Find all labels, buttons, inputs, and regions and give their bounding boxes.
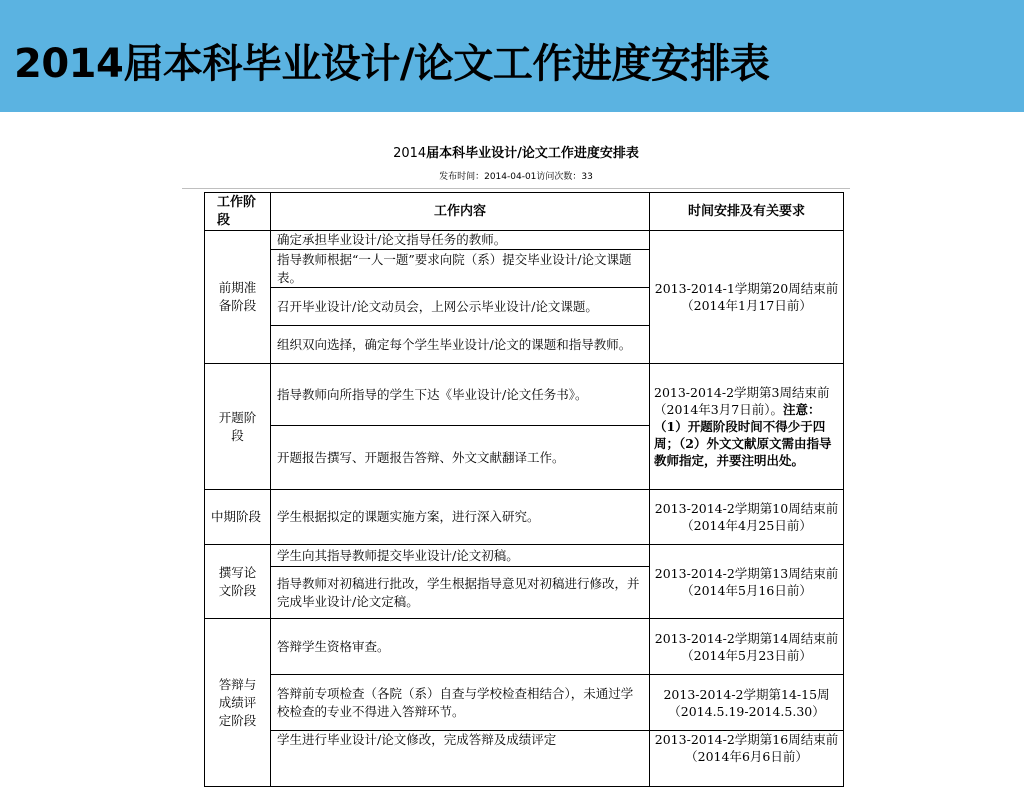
- doc-meta: 发布时间：2014-04-01访问次数：33: [439, 172, 593, 182]
- stage-cell: 撰写论文阶段: [205, 545, 271, 619]
- time-cell: 2013-2014-2学期第14-15周（2014.5.19-2014.5.30）: [650, 675, 844, 731]
- slide-title: 2014届本科毕业设计/论文工作进度安排表: [14, 41, 770, 87]
- title-banner: [0, 0, 1024, 112]
- content-cell: 指导教师根据“一人一题”要求向院（系）提交毕业设计/论文课题表。: [271, 250, 650, 288]
- time-cell: 2013-2014-2学期第16周结束前（2014年6月6日前）: [650, 731, 844, 787]
- table-row: [205, 545, 844, 567]
- content-cell: 召开毕业设计/论文动员会，上网公示毕业设计/论文课题。: [271, 288, 650, 326]
- doc-title-text: 届本科毕业设计/论文工作进度安排表: [426, 146, 639, 161]
- content-cell: 指导教师向所指导的学生下达《毕业设计/论文任务书》。: [271, 364, 650, 426]
- content-cell: 学生进行毕业设计/论文修改，完成答辩及成绩评定: [271, 731, 650, 787]
- content-cell: 组织双向选择，确定每个学生毕业设计/论文的课题和指导教师。: [271, 326, 650, 364]
- schedule-table: [204, 192, 844, 787]
- doc-title-year: 2014: [393, 146, 427, 161]
- content-cell: 指导教师对初稿进行批改，学生根据指导意见对初稿进行修改，并完成毕业设计/论文定稿。: [271, 567, 650, 619]
- header-content: 工作内容: [271, 193, 650, 231]
- table-row: [205, 364, 844, 426]
- table-row: [205, 731, 844, 787]
- time-cell: 2013-2014-2学期第13周结束前（2014年5月16日前）: [650, 545, 844, 619]
- table-header-row: [205, 193, 844, 231]
- content-cell: 学生向其指导教师提交毕业设计/论文初稿。: [271, 545, 650, 567]
- stage-cell: 前期准备阶段: [205, 231, 271, 364]
- time-cell: [650, 364, 844, 490]
- content-cell: 开题报告撰写、开题报告答辩、外文文献翻译工作。: [271, 426, 650, 490]
- time-cell: 2013-2014-1学期第20周结束前（2014年1月17日前）: [650, 231, 844, 364]
- content-cell: 答辩前专项检查（各院（系）自查与学校检查相结合），未通过学校检查的专业不得进入答辩环节。: [271, 675, 650, 731]
- stage-cell: 答辩与成绩评定阶段: [205, 619, 271, 787]
- time-cell: 2013-2014-2学期第14周结束前（2014年5月23日前）: [650, 619, 844, 675]
- stage-cell: 开题阶段: [205, 364, 271, 490]
- time-text: 2013-2014-2学期第3周结束前（2014年3月7日前）。: [654, 385, 830, 417]
- header-time: 时间安排及有关要求: [650, 193, 844, 231]
- doc-divider: [182, 188, 850, 189]
- stage-cell: 中期阶段: [205, 490, 271, 545]
- table-row: [205, 619, 844, 675]
- document-screenshot: [182, 138, 850, 764]
- header-stage: 工作阶段: [205, 193, 271, 231]
- time-cell: 2013-2014-2学期第10周结束前（2014年4月25日前）: [650, 490, 844, 545]
- content-cell: 学生根据拟定的课题实施方案，进行深入研究。: [271, 490, 650, 545]
- time-note: 注意：（1）开题阶段时间不得少于四周；（2）外文文献原文需由指导教师指定，并要注明出处。: [654, 402, 832, 468]
- content-cell: 确定承担毕业设计/论文指导任务的教师。: [271, 231, 650, 250]
- table-row: [205, 675, 844, 731]
- content-cell: 答辩学生资格审查。: [271, 619, 650, 675]
- table-row: [205, 231, 844, 250]
- doc-title: [182, 142, 850, 161]
- table-row: [205, 490, 844, 545]
